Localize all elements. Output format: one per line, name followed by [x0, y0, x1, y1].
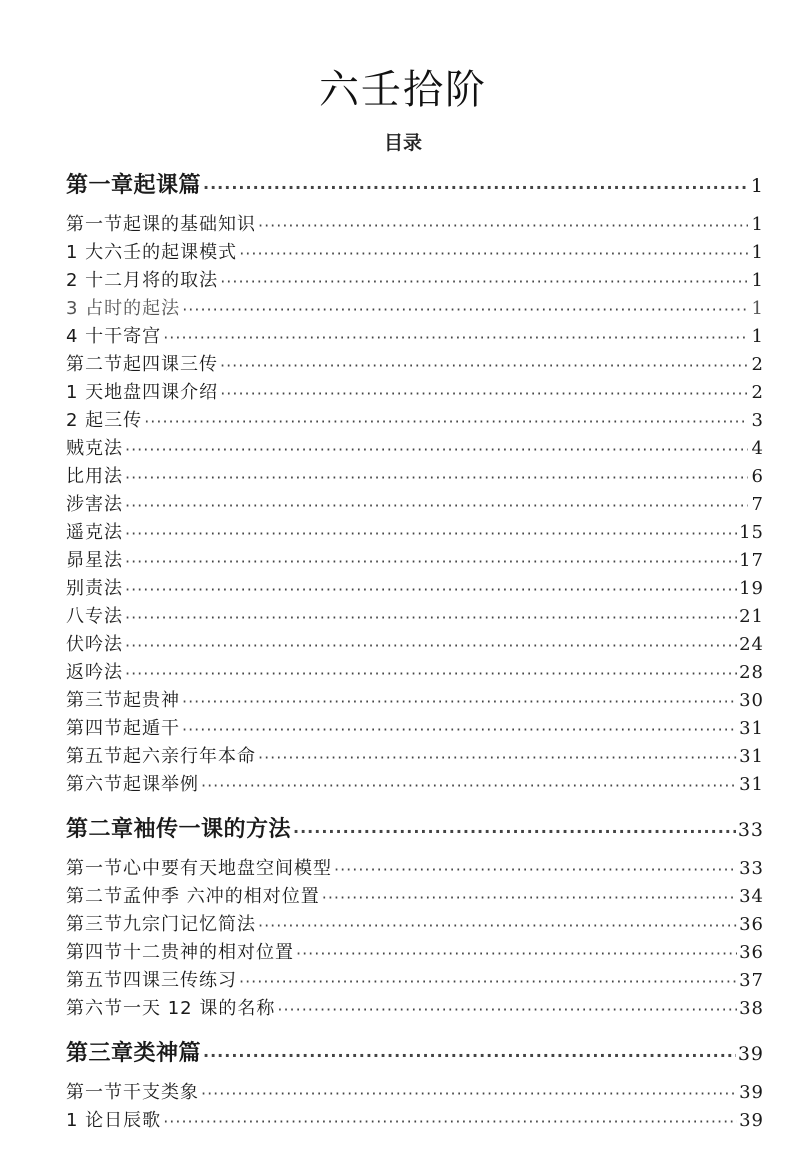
toc-page-number: 4 — [751, 438, 764, 459]
toc-entry-row — [66, 546, 764, 572]
dot-leader — [182, 719, 737, 737]
dot-leader — [277, 999, 737, 1017]
toc-page-number: 36 — [739, 942, 764, 963]
toc-page-number: 3 — [751, 410, 764, 431]
toc-entry-row — [66, 574, 764, 600]
dot-leader — [125, 523, 737, 541]
toc-chapter-row — [66, 812, 764, 843]
toc-entry-row — [66, 994, 764, 1020]
dot-leader — [258, 915, 737, 933]
toc-entry-label: 1 论日辰歌 — [66, 1110, 162, 1131]
toc-entry-label: 第三节起贵神 — [66, 690, 180, 711]
dot-leader — [125, 663, 737, 681]
toc-entry-row — [66, 658, 764, 684]
toc-chapter-row — [66, 168, 764, 199]
toc-entry-row — [66, 686, 764, 712]
dot-leader — [201, 775, 737, 793]
toc-entry-label: 第一章起课篇 — [66, 173, 202, 198]
dot-leader — [334, 859, 737, 877]
toc-page-number: 24 — [739, 634, 764, 655]
toc-entry-row — [66, 490, 764, 516]
toc-entry-row — [66, 1106, 764, 1132]
toc-entry-row — [66, 1078, 764, 1104]
toc-page-number: 15 — [739, 522, 764, 543]
toc-chapter-row — [66, 1036, 764, 1067]
toc-page-number: 36 — [739, 914, 764, 935]
dot-leader — [182, 299, 748, 317]
toc-entry-row — [66, 770, 764, 796]
toc-page-number: 1 — [751, 298, 764, 319]
toc-entry-label: 返吟法 — [66, 662, 123, 683]
toc-entry-label: 遥克法 — [66, 522, 123, 543]
dot-leader — [163, 327, 748, 345]
toc-entry-label: 2 十二月将的取法 — [66, 270, 219, 291]
toc-entry-label: 第六节一天 12 课的名称 — [66, 998, 276, 1019]
toc-entry-label: 涉害法 — [66, 494, 123, 515]
toc-entry-row — [66, 910, 764, 936]
toc-entry-row — [66, 882, 764, 908]
toc-entry-label: 第一节干支类象 — [66, 1082, 199, 1103]
toc-entry-label: 第四节十二贵神的相对位置 — [66, 942, 294, 963]
toc-entry-row — [66, 714, 764, 740]
toc-entry-label: 第三节九宗门记忆简法 — [66, 914, 256, 935]
toc-entry-row — [66, 518, 764, 544]
toc-entry-row — [66, 210, 764, 236]
toc-entry-row — [66, 266, 764, 292]
toc-page-number: 28 — [739, 662, 764, 683]
dot-leader — [125, 467, 748, 485]
toc-entry-label: 第五节四课三传练习 — [66, 970, 237, 991]
toc-heading: 目录 — [383, 132, 422, 154]
toc-page-number: 2 — [751, 354, 764, 375]
toc-entry-label: 第二章袖传一课的方法 — [66, 817, 292, 842]
toc-entry-label: 第三章类神篇 — [66, 1041, 202, 1066]
toc-page-number: 34 — [739, 886, 764, 907]
toc-page-number: 31 — [739, 774, 764, 795]
toc-entry-label: 1 大六壬的起课模式 — [66, 242, 238, 263]
toc-page-number: 17 — [739, 550, 764, 571]
toc-entry-label: 八专法 — [66, 606, 123, 627]
toc-entry-row — [66, 294, 764, 320]
dot-leader — [220, 355, 748, 373]
toc-page-number: 1 — [750, 175, 764, 197]
toc-page-number: 1 — [751, 242, 764, 263]
toc-entry-label: 别责法 — [66, 578, 123, 599]
toc-page-number: 31 — [739, 746, 764, 767]
toc-entry-row — [66, 406, 764, 432]
toc-page-number: 39 — [737, 1043, 764, 1065]
dot-leader — [203, 1042, 736, 1064]
toc-entry-label: 比用法 — [66, 466, 123, 487]
dot-leader — [125, 579, 737, 597]
dot-leader — [125, 551, 737, 569]
toc-entry-row — [66, 742, 764, 768]
toc-entry-label: 贼克法 — [66, 438, 123, 459]
toc-entry-label: 3 占时的起法 — [66, 298, 181, 319]
dot-leader — [201, 1083, 737, 1101]
toc-page-number: 1 — [751, 270, 764, 291]
dot-leader — [296, 943, 737, 961]
toc-entry-row — [66, 630, 764, 656]
toc-entry-row — [66, 966, 764, 992]
toc-entry-label: 第二节孟仲季 六冲的相对位置 — [66, 886, 320, 907]
dot-leader — [258, 215, 748, 233]
toc-entry-label: 第六节起课举例 — [66, 774, 199, 795]
toc-entry-row — [66, 350, 764, 376]
toc-entry-label: 2 起三传 — [66, 410, 143, 431]
dot-leader — [125, 635, 737, 653]
toc-entry-label: 第一节起课的基础知识 — [66, 214, 256, 235]
dot-leader — [163, 1111, 737, 1129]
toc-entry-row — [66, 322, 764, 348]
dot-leader — [322, 887, 737, 905]
toc-entry-label: 昴星法 — [66, 550, 123, 571]
dot-leader — [144, 411, 748, 429]
toc-entry-row — [66, 602, 764, 628]
dot-leader — [125, 439, 748, 457]
dot-leader — [293, 818, 736, 840]
toc-page-number: 31 — [739, 718, 764, 739]
toc-entry-row — [66, 938, 764, 964]
toc-entry-row — [66, 462, 764, 488]
toc-page-number: 33 — [737, 819, 764, 841]
dot-leader — [239, 971, 737, 989]
toc-entry-label: 伏吟法 — [66, 634, 123, 655]
toc-entry-label: 第五节起六亲行年本命 — [66, 746, 256, 767]
dot-leader — [125, 607, 737, 625]
toc-entry-label: 1 天地盘四课介绍 — [66, 382, 219, 403]
book-title: 六壬拾阶 — [319, 67, 487, 113]
toc-page-number: 2 — [751, 382, 764, 403]
toc-page-number: 19 — [739, 578, 764, 599]
toc-entry-row — [66, 854, 764, 880]
toc-entry-row — [66, 378, 764, 404]
toc-entry-row — [66, 434, 764, 460]
toc-page-number: 39 — [739, 1082, 764, 1103]
toc-entry-label: 第四节起遁干 — [66, 718, 180, 739]
dot-leader — [220, 271, 748, 289]
toc-page-number: 1 — [751, 214, 764, 235]
toc-page-number: 7 — [751, 494, 764, 515]
toc-page-number: 21 — [739, 606, 764, 627]
toc-page-number: 33 — [739, 858, 764, 879]
dot-leader — [239, 243, 748, 261]
dot-leader — [203, 174, 748, 196]
toc-page-number: 38 — [739, 998, 764, 1019]
toc-page-number: 1 — [751, 326, 764, 347]
dot-leader — [125, 495, 748, 513]
toc-page-number: 6 — [751, 466, 764, 487]
toc-entry-row — [66, 238, 764, 264]
dot-leader — [258, 747, 737, 765]
dot-leader — [220, 383, 748, 401]
toc-page-number: 30 — [739, 690, 764, 711]
toc-entry-label: 第二节起四课三传 — [66, 354, 218, 375]
dot-leader — [182, 691, 737, 709]
toc-entry-label: 第一节心中要有天地盘空间模型 — [66, 858, 332, 879]
toc-page-number: 37 — [739, 970, 764, 991]
toc-page-number: 39 — [739, 1110, 764, 1131]
toc-entry-label: 4 十干寄宫 — [66, 326, 162, 347]
